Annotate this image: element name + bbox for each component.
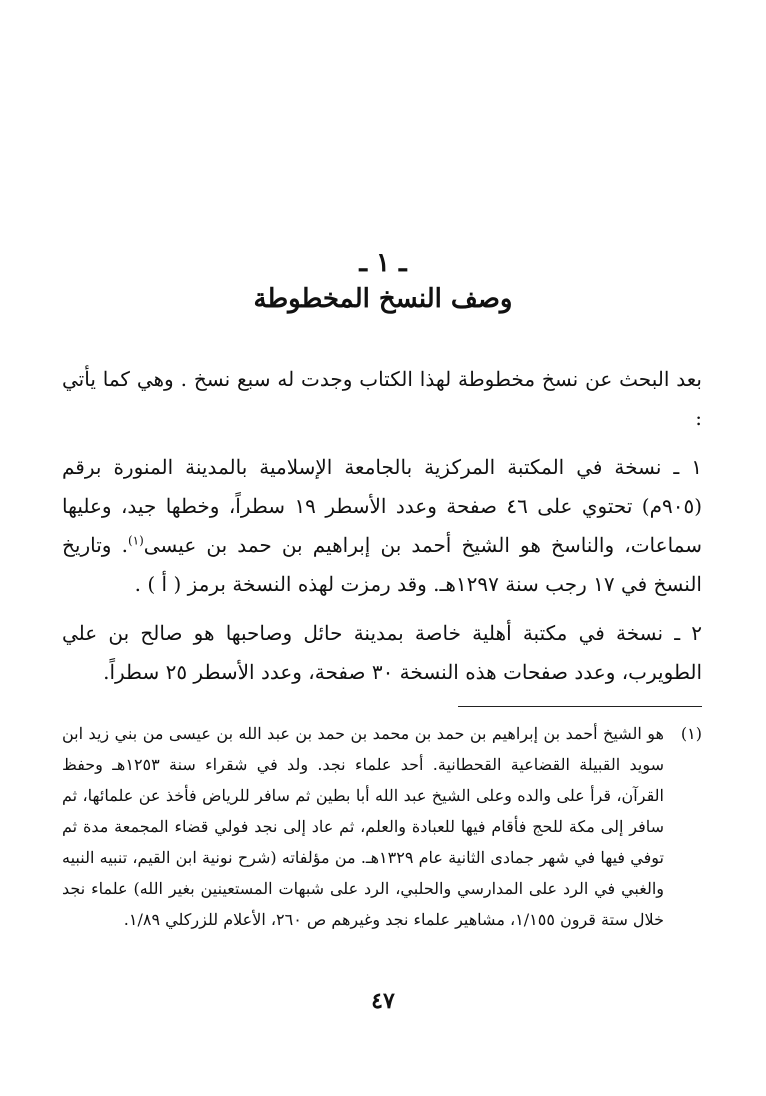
footnote	[62, 718, 702, 935]
main-text	[62, 360, 702, 702]
item-1-text-continued: . وتاريخ النسخ في ١٧ رجب سنة ١٢٩٧هـ. وقد رمزت لهذه النسخة برمز ( أ ) .	[62, 533, 702, 596]
item-1-text: ١ ـ نسخة في المكتبة المركزية بالجامعة الإسلامية بالمدينة المنورة برقم (٩٠٥م) تحتوي على ٤٦ صفحة وعدد الأسطر ١٩ سطراً، وخطها جيد، وعليها سماعات، والناسخ هو الشيخ أحمد بن إبراهيم بن حمد بن عيسى	[62, 455, 703, 557]
footnote-reference[interactable]: (١)	[127, 533, 144, 548]
footnote-marker: (١)	[680, 724, 702, 743]
footnotes-section	[62, 718, 702, 935]
footnote-text: هو الشيخ أحمد بن إبراهيم بن حمد بن محمد بن حمد بن عبد الله بن عيسى من بني زيد ابن سويد القبيلة القضاعية القحطانية. أحد علماء نجد. ولد في شقراء سنة ١٢٥٣هـ وحفظ القرآن، قرأ على والده وعلى الشيخ عبد الله أبا بطين ثم سافر للرياض فأخذ عن علمائها، ثم سافر إلى مكة للحج فأقام فيها للعبادة والعلم، ثم عاد إلى نجد فولي قضاء المجمعة مدة ثم توفي فيها في شهر جمادى الثانية عام ١٣٢٩هـ. من مؤلفاته (شرح نونية ابن القيم، تنبيه النبيه والغبي في الرد على المدارسي والحلبي، الرد على شبهات المستعينين بغير الله) علماء نجد خلال ستة قرون ١/١٥٥، مشاهير علماء نجد وغيرهم ص ٢٦٠، الأعلام للزركلي ١/٨٩.	[62, 724, 665, 929]
chapter-number: ـ ١ ـ	[359, 248, 407, 278]
item-2-paragraph: ٢ ـ نسخة في مكتبة أهلية خاصة بمدينة حائل وصاحبها هو صالح بن علي الطويرب، وعدد صفحات هذه النسخة ٣٠ صفحة، وعدد الأسطر ٢٥ سطراً.	[62, 621, 702, 684]
page-number: ٤٧	[371, 988, 395, 1014]
chapter-title: وصف النسخ المخطوطة	[253, 284, 513, 314]
footnote-divider	[458, 706, 702, 707]
intro-paragraph: بعد البحث عن نسخ مخطوطة لهذا الكتاب وجدت له سبع نسخ . وهي كما يأتي :	[62, 367, 702, 430]
item-1-paragraph	[62, 448, 702, 604]
